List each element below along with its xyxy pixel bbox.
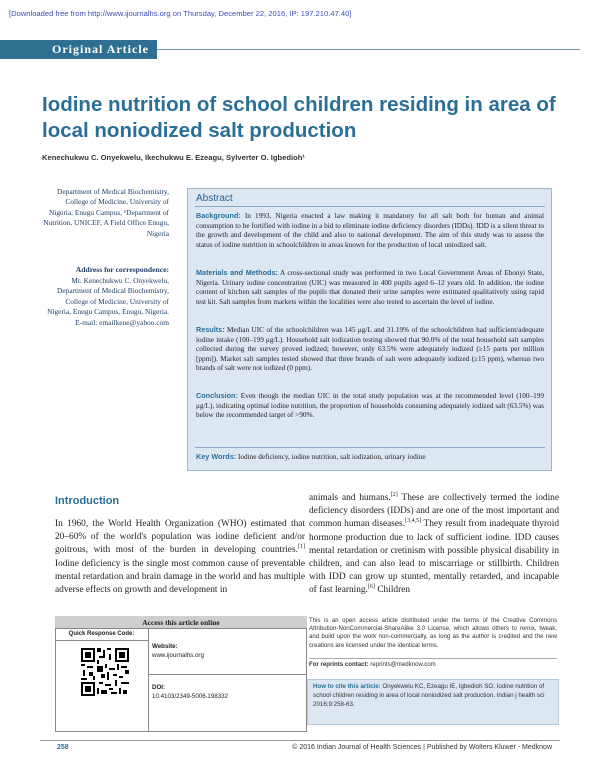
doi-link[interactable]: 10.4103/2349-5006.198332 (152, 693, 229, 700)
citation-ref[interactable]: [3,4,5] (405, 518, 422, 525)
author-list: Kenechukwu C. Onyekwelu, Ikechukwu E. Ezeagu, Sylverter O. Igbedioh¹ (42, 153, 305, 162)
introduction-right-column (309, 492, 559, 598)
introduction-heading: Introduction (55, 495, 120, 507)
doi-label: DOI: (152, 684, 166, 691)
qr-label: Quick Response Code: (68, 631, 135, 637)
keywords-label: Key Words: (196, 452, 237, 461)
page-number: 258 (57, 744, 69, 751)
correspondence-heading: Address for correspondence: (75, 265, 169, 274)
correspondence-body: Mr. Kenechukwu C. Onyekwelu, Department of Medical Biochemistry, College of Medicine, University of Nigeria, Enugu Campus, Enugu, Nigeria. (47, 276, 169, 317)
article-title: Iodine nutrition of school children residing in area of local noniodized salt production (42, 93, 556, 142)
abstract-rule (195, 206, 545, 207)
download-note: [Downloaded free from http://www.ijournalhs.org on Thursday, December 22, 2016, IP: 197.210.47.40] (9, 9, 352, 18)
website-label: Website: (152, 643, 178, 650)
conclusion-text: Even though the median UIC in the total study population was at the recommended level (100–199 μg/L), indicating optimal iodine nutrition, the proportion of households consuming adequately iodized salt (63.5%) was below the recommended target of >90%. (196, 392, 544, 420)
background-text: In 1993, Nigeria enacted a law making it mandatory for all salt both for human and animal consumption to be fortified with iodine in a bid to eliminate iodine deficiency disorders (IDDs). IDD is a silent threat to the growth and development of the child and also to national development. The aim of this study was to assess the status of iodine nutrition in schoolchildren in areas known for the production of local uniodized salt. (196, 212, 544, 249)
abstract-heading: Abstract (196, 193, 233, 204)
cite-text-block (313, 683, 553, 709)
license-text: This is an open access article distributed under the terms of the Creative Commons Attribution-NonCommercial-ShareAlike 3.0 License, which allows others to remix, tweak, and build upon the work non-commercially, as long as the author is credited and the new creations are licensed under the identical terms. (309, 617, 557, 649)
results-text: Median UIC of the schoolchildren was 145 μg/L and 31.19% of the schoolchildren had sufficient/adequate iodine intake (100–199 μg/L). Household salt iodization testing showed that 90.0% of the total household salt samples collected during the survey proved iodized; however, only 63.5% were adequately iodized (≥15 parts per million [ppm]). Market salt samples tested showed that three brands of salt were adequately iodized (≥15 ppm), whereas two brands of salt were not iodized (0 ppm). (196, 326, 545, 373)
website-link[interactable]: www.ijournalhs.org (152, 652, 204, 659)
reprints-line (309, 661, 436, 668)
abstract-conclusion (196, 391, 544, 421)
intro-right-c: They result from inadequate thyroid hormone production due to lack of sufficient iodine. IDD causes mental retardation or cretinism with possible physical disability in children, and can also lead to miscarriage or stillbirth. Children with IDD can grow up stunted, mentally retarded, and incapable of fast learning. (309, 519, 560, 596)
qr-code-icon[interactable] (81, 648, 129, 696)
methods-text: A cross-sectional study was performed in two Local Government Areas of Ebonyi State, Nigeria. Urinary iodine concentration (UIC) was measured in 400 pupils aged 6–12 years old. In addition, the iodine content of kitchen salt samples of the pupils that donated their urine samples were estimated qualitatively using rapid test kit. Salt samples from markets within the localities were also tested to ascertain the level of iodine. (196, 269, 544, 306)
qr-rule (55, 640, 148, 641)
cite-text: Onyekwelu KC, Ezeagu IE, Igbedioh SO. Iodine nutrition of school children residing in area of local noniodized salt production. Indian j health sci 2016;9:258-63. (313, 683, 545, 708)
conclusion-label: Conclusion: (196, 391, 238, 400)
reprints-email[interactable]: reprints@medknow.com (370, 661, 436, 668)
access-divider (148, 629, 149, 732)
access-heading: Access this article online (55, 616, 307, 629)
citation-ref[interactable]: [6] (367, 584, 375, 591)
header-rule (157, 49, 580, 50)
intro-right-b: These are collectively termed the iodine deficiency disorders (IDDs) and are one of the most important and common human diseases. (309, 493, 559, 530)
footer-copyright: © 2016 Indian Journal of Health Sciences | Published by Wolters Kluwer - Medknow (292, 744, 552, 751)
results-label: Results: (196, 325, 225, 334)
keywords-rule (195, 447, 545, 448)
correspondence-email[interactable]: E-mail: emailkene@yahoo.com (75, 317, 169, 327)
abstract-keywords (196, 452, 544, 463)
abstract-results (196, 325, 544, 374)
affiliation: Department of Medical Biochemistry, College of Medicine, University of Nigeria, Enugu Campus, ¹Department of Nutrition, UNICEF, A Field Office Enugu, Nigeria (43, 187, 169, 238)
correspondence-block (40, 276, 169, 328)
citation-ref[interactable]: [2] (390, 491, 398, 498)
footer-rule (40, 740, 560, 741)
intro-left-cont: Iodine deficiency is the single most common cause of preventable mental retardation and brain damage in the world and has multiple adverse effects on growth and development in (55, 558, 305, 596)
abstract-background (196, 211, 544, 250)
article-type-badge: Original Article (0, 40, 157, 59)
intro-right-d: Children (374, 585, 411, 596)
license-rule (309, 658, 557, 659)
methods-label: Materials and Methods: (196, 268, 278, 277)
reprints-label: For reprints contact: (309, 661, 369, 668)
abstract-methods (196, 268, 544, 307)
intro-left-text: In 1960, the World Health Organization (WHO) estimated that 20–60% of the world's population was iodine deficient and/or goitrous, with most of the burden in developing countries. (55, 519, 305, 556)
cite-label: How to cite this article: (313, 683, 381, 690)
citation-ref[interactable]: [1] (297, 544, 305, 551)
introduction-left-column (55, 518, 305, 597)
keywords-text: Iodine deficiency, iodine nutrition, salt iodization, urinary iodine (237, 453, 426, 461)
intro-right-a: animals and humans. (309, 493, 391, 503)
access-rule (148, 674, 307, 675)
background-label: Background: (196, 211, 241, 220)
